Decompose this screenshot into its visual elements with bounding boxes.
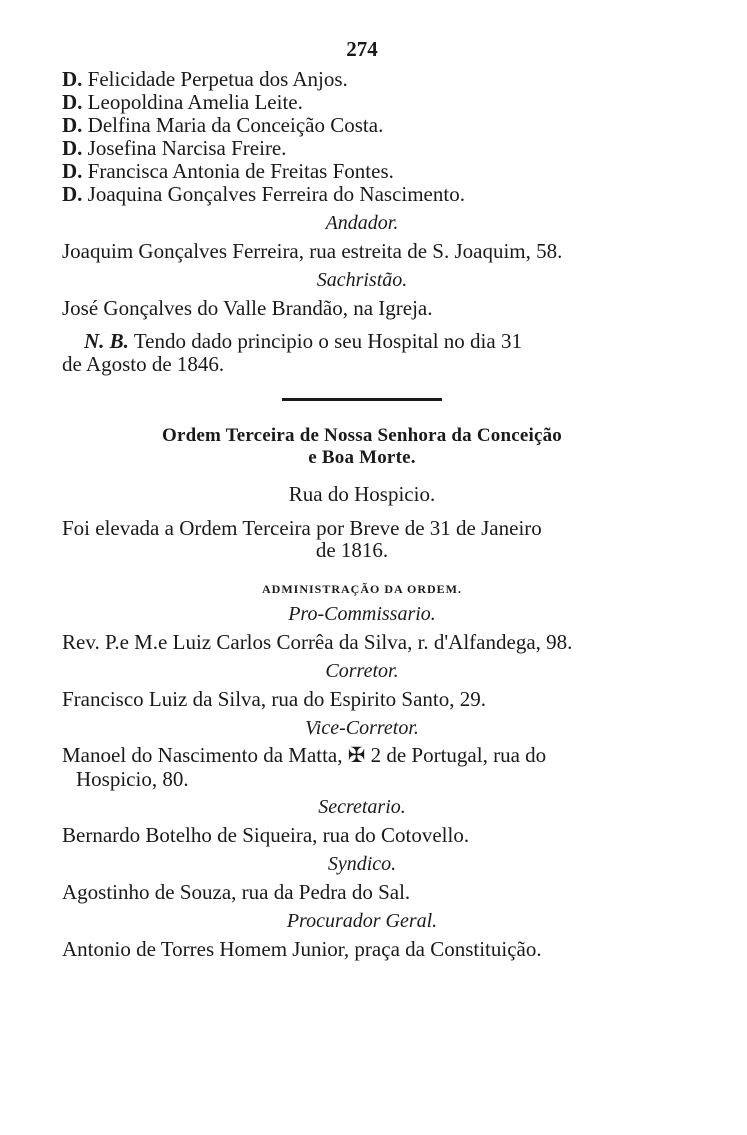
officer-entry: Rev. P.e M.e Luiz Carlos Corrêa da Silva, r. d'Alfandega, 98. [62, 630, 573, 654]
list-item: D. Francisca Antonia de Freitas Fontes. [62, 159, 394, 183]
officer-title: Pro-Commissario. [288, 603, 436, 625]
officer-entry: Bernardo Botelho de Siqueira, rua do Cotovello. [62, 823, 470, 847]
nota-bene-label: N. B. [84, 329, 129, 353]
order-founded-line1: Foi elevada a Ordem Terceira por Breve de 31 de Janeiro [62, 516, 542, 540]
list-item: D. Delfina Maria da Conceição Costa. [62, 113, 384, 137]
list-item: D. Josefina Narcisa Freire. [62, 136, 287, 160]
andador-entry: Joaquim Gonçalves Ferreira, rua estreita de S. Joaquim, 58. [62, 239, 563, 263]
officer-entry-continued: Hospicio, 80. [76, 767, 189, 791]
officer-title: Corretor. [325, 660, 399, 682]
order-title-line2: e Boa Morte. [308, 447, 416, 468]
nota-bene-line1: Tendo dado principio o seu Hospital no dia 31 [133, 329, 522, 353]
officer-entry: Antonio de Torres Homem Junior, praça da Constituição. [62, 937, 542, 961]
sachristao-entry: José Gonçalves do Valle Brandão, na Igreja. [62, 296, 433, 320]
officer-entry: Manoel do Nascimento da Matta, ✠ 2 de Portugal, rua do [62, 743, 547, 767]
andador-heading: Andador. [325, 212, 399, 234]
officer-entry: Francisco Luiz da Silva, rua do Espirito Santo, 29. [62, 687, 487, 711]
officer-title: Vice-Corretor. [305, 717, 419, 739]
order-street: Rua do Hospicio. [288, 482, 436, 506]
officer-title: Procurador Geral. [286, 910, 438, 932]
page-number: 274 [346, 37, 378, 61]
sachristao-heading: Sachristão. [316, 269, 408, 291]
officer-title: Secretario. [318, 796, 406, 818]
list-item: D. Leopoldina Amelia Leite. [62, 90, 303, 114]
officers-list [62, 601, 662, 961]
nota-bene [62, 330, 662, 353]
list-item: D. Joaquina Gonçalves Ferreira do Nascimento. [62, 182, 465, 206]
officer-entry: Agostinho de Souza, rua da Pedra do Sal. [62, 880, 411, 904]
order-founded [62, 517, 662, 561]
list-item: D. Felicidade Perpetua dos Anjos. [62, 67, 348, 91]
section-divider [282, 398, 442, 401]
names-list [62, 68, 662, 206]
admin-heading: ADMINISTRAÇÃO DA ORDEM. [261, 582, 462, 596]
nota-bene-line2: de Agosto de 1846. [62, 352, 225, 376]
officer-title: Syndico. [327, 853, 397, 875]
order-title-line1: Ordem Terceira de Nossa Senhora da Conceição [161, 425, 563, 446]
order-founded-line2: de 1816. [315, 538, 389, 562]
book-page [62, 36, 662, 963]
